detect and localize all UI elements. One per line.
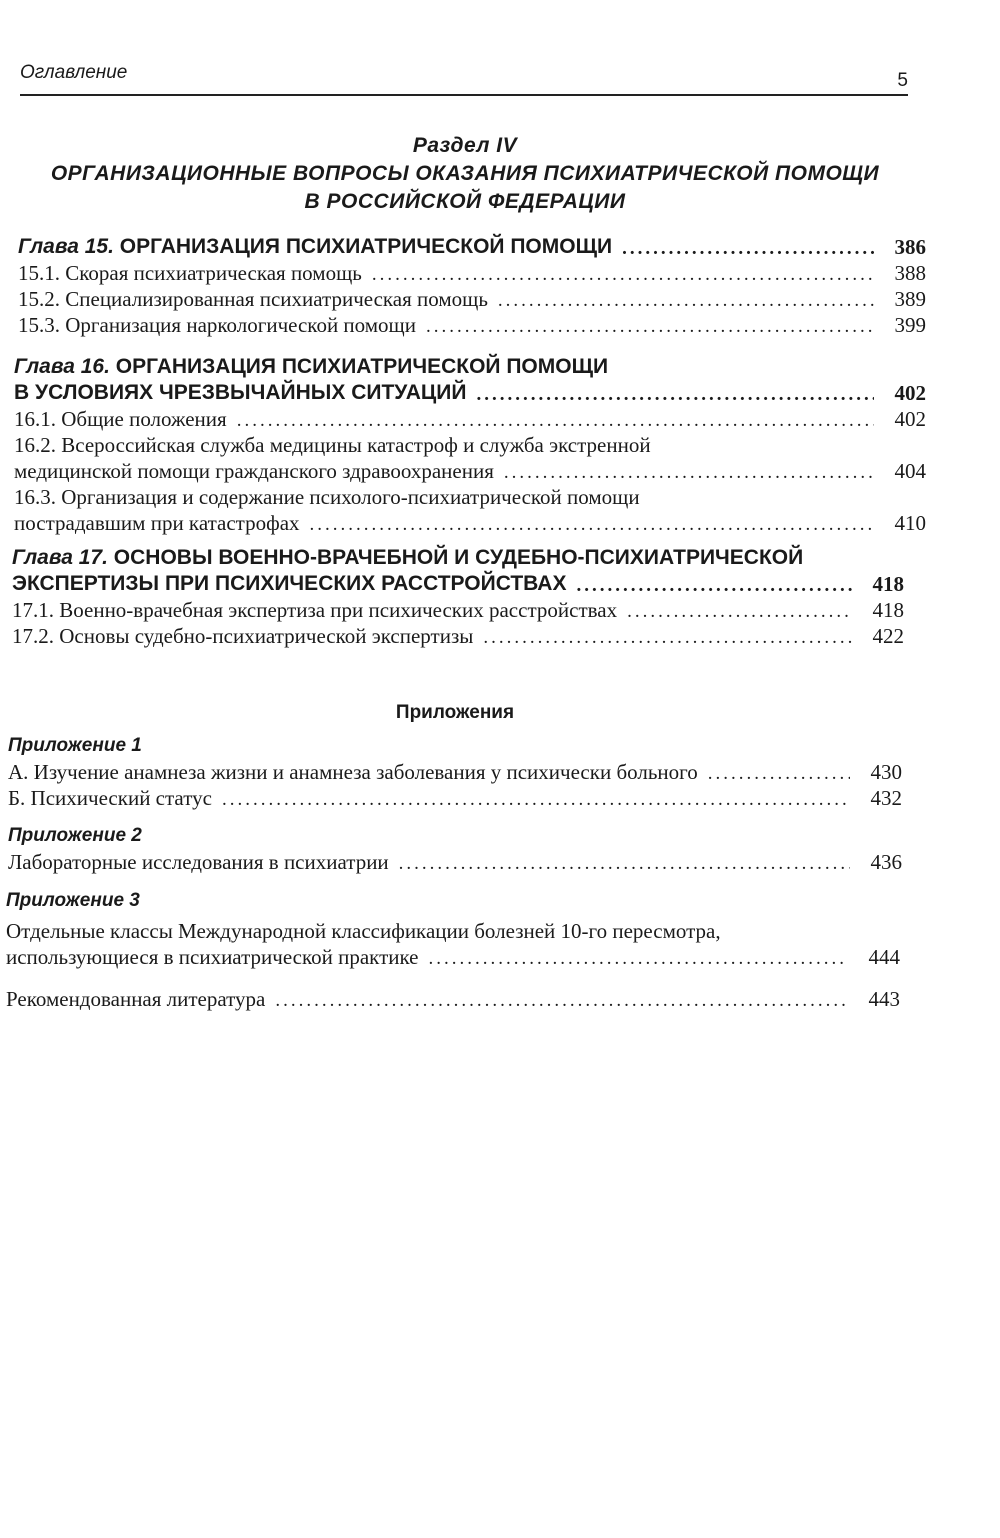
leader-dots <box>399 853 850 875</box>
toc-entry-appendix-3-line1[interactable]: Отдельные классы Международной классификации болезней 10-го пересмотра, <box>6 919 721 943</box>
appendix-2 <box>8 823 1000 875</box>
toc-entry-chapter-17[interactable] <box>12 571 904 597</box>
chapter-15 <box>18 234 1000 338</box>
toc-entry-17-2[interactable] <box>12 623 904 649</box>
entry-label: 15.3. Организация наркологической помощи <box>18 313 416 337</box>
toc-entry-15-2[interactable] <box>18 286 926 312</box>
leader-dots <box>237 410 874 432</box>
running-header <box>20 58 908 96</box>
page-ref: 388 <box>894 261 926 285</box>
page-ref: 399 <box>894 313 926 337</box>
page-ref: 443 <box>868 987 900 1011</box>
appendix-3 <box>6 888 1000 970</box>
toc-entry-chapter-15[interactable] <box>18 234 926 260</box>
leader-dots <box>429 948 848 970</box>
entry-label: 15.1. Скорая психиатрическая помощь <box>18 261 362 285</box>
page-ref: 436 <box>870 850 902 874</box>
leader-dots <box>426 316 874 338</box>
chapter-17-title-line1: Глава 17. ОСНОВЫ ВОЕННО-ВРАЧЕБНОЙ И СУДЕБНО-ПСИХИАТРИЧЕСКОЙ <box>12 546 804 569</box>
chapter-title-line2: ЭКСПЕРТИЗЫ ПРИ ПСИХИЧЕСКИХ РАССТРОЙСТВАХ <box>12 572 567 595</box>
toc-entry-17-1[interactable] <box>12 597 904 623</box>
entry-label: 17.2. Основы судебно-психиатрической экспертизы <box>12 624 474 648</box>
page-ref: 389 <box>894 287 926 311</box>
entry-label: Лабораторные исследования в психиатрии <box>8 850 389 874</box>
page-ref: 444 <box>868 945 900 969</box>
entry-label: медицинской помощи гражданского здравоохранения <box>14 459 494 483</box>
leader-dots <box>310 514 874 536</box>
page-ref: 410 <box>894 511 926 535</box>
appendix-heading: Приложение 3 <box>6 890 140 911</box>
page-ref: 402 <box>894 381 926 405</box>
chapter-title-line2: В УСЛОВИЯХ ЧРЕЗВЫЧАЙНЫХ СИТУАЦИЙ <box>14 381 467 404</box>
toc-entry-appendix-3[interactable] <box>6 944 900 970</box>
section-title-line2: В РОССИЙСКОЙ ФЕДЕРАЦИИ <box>304 190 626 213</box>
appendix-1 <box>8 733 1000 811</box>
section-label: Раздел IV <box>412 134 518 157</box>
toc-entry-15-1[interactable] <box>18 260 926 286</box>
entry-label: пострадавшим при катастрофах <box>14 511 300 535</box>
toc-entry-appendix-1b[interactable] <box>8 785 902 811</box>
toc-entry-15-3[interactable] <box>18 312 926 338</box>
entry-label: Б. Психический статус <box>8 786 212 810</box>
literature <box>6 986 1000 1012</box>
chapter-prefix: Глава 16. <box>14 355 110 378</box>
section-heading <box>0 132 930 216</box>
page-ref: 402 <box>894 407 926 431</box>
leader-dots <box>708 763 850 785</box>
appendices-title: Приложения <box>395 702 515 723</box>
toc-entry-16-2[interactable] <box>14 458 926 484</box>
toc-entry-16-1[interactable] <box>14 406 926 432</box>
leader-dots <box>504 462 874 484</box>
toc-entry-chapter-16[interactable] <box>14 380 926 406</box>
toc-entry-16-3[interactable] <box>14 510 926 536</box>
page-ref: 404 <box>894 459 926 483</box>
page-ref: 418 <box>872 572 904 596</box>
entry-label: 17.1. Военно-врачебная экспертиза при психических расстройствах <box>12 598 618 622</box>
leader-dots <box>476 384 874 406</box>
leader-dots <box>372 264 874 286</box>
toc-entry-appendix-1a[interactable] <box>8 759 902 785</box>
leader-dots <box>498 290 874 312</box>
leader-dots <box>275 990 848 1012</box>
entry-label: 15.2. Специализированная психиатрическая помощь <box>18 287 488 311</box>
entry-label: 16.1. Общие положения <box>14 407 227 431</box>
leader-dots <box>576 575 852 597</box>
appendix-heading: Приложение 2 <box>8 825 142 846</box>
entry-label: использующиеся в психиатрической практике <box>6 945 419 969</box>
chapter-17 <box>12 545 1000 649</box>
toc-entry-appendix-2[interactable] <box>8 849 902 875</box>
chapter-16-title-line1: Глава 16. ОРГАНИЗАЦИЯ ПСИХИАТРИЧЕСКОЙ ПОМОЩИ <box>14 355 609 378</box>
leader-dots <box>627 601 852 623</box>
toc-entry-16-2-line1[interactable]: 16.2. Всероссийская служба медицины катастроф и служба экстренной <box>14 433 651 457</box>
chapter-16 <box>14 354 1000 536</box>
leader-dots <box>622 238 874 260</box>
appendix-heading: Приложение 1 <box>8 735 142 756</box>
chapter-title: ОРГАНИЗАЦИЯ ПСИХИАТРИЧЕСКОЙ ПОМОЩИ <box>119 235 613 258</box>
toc-entry-literature[interactable] <box>6 986 900 1012</box>
leader-dots <box>222 789 850 811</box>
page-ref: 432 <box>870 786 902 810</box>
page-ref: 430 <box>870 760 902 784</box>
section-title-line1: ОРГАНИЗАЦИОННЫЕ ВОПРОСЫ ОКАЗАНИЯ ПСИХИАТРИЧЕСКОЙ ПОМОЩИ <box>50 162 880 185</box>
toc-entry-16-3-line1[interactable]: 16.3. Организация и содержание психолого-психиатрической помощи <box>14 485 640 509</box>
entry-label: Рекомендованная литература <box>6 987 266 1011</box>
page-ref: 386 <box>894 235 926 259</box>
header-title: Оглавление <box>20 62 128 83</box>
chapter-prefix: Глава 15. <box>18 235 114 258</box>
page-number: 5 <box>897 70 908 91</box>
page-ref: 422 <box>872 624 904 648</box>
chapter-prefix: Глава 17. <box>12 546 108 569</box>
leader-dots <box>483 627 852 649</box>
page-ref: 418 <box>872 598 904 622</box>
entry-label: А. Изучение анамнеза жизни и анамнеза заболевания у психически больного <box>8 760 698 784</box>
